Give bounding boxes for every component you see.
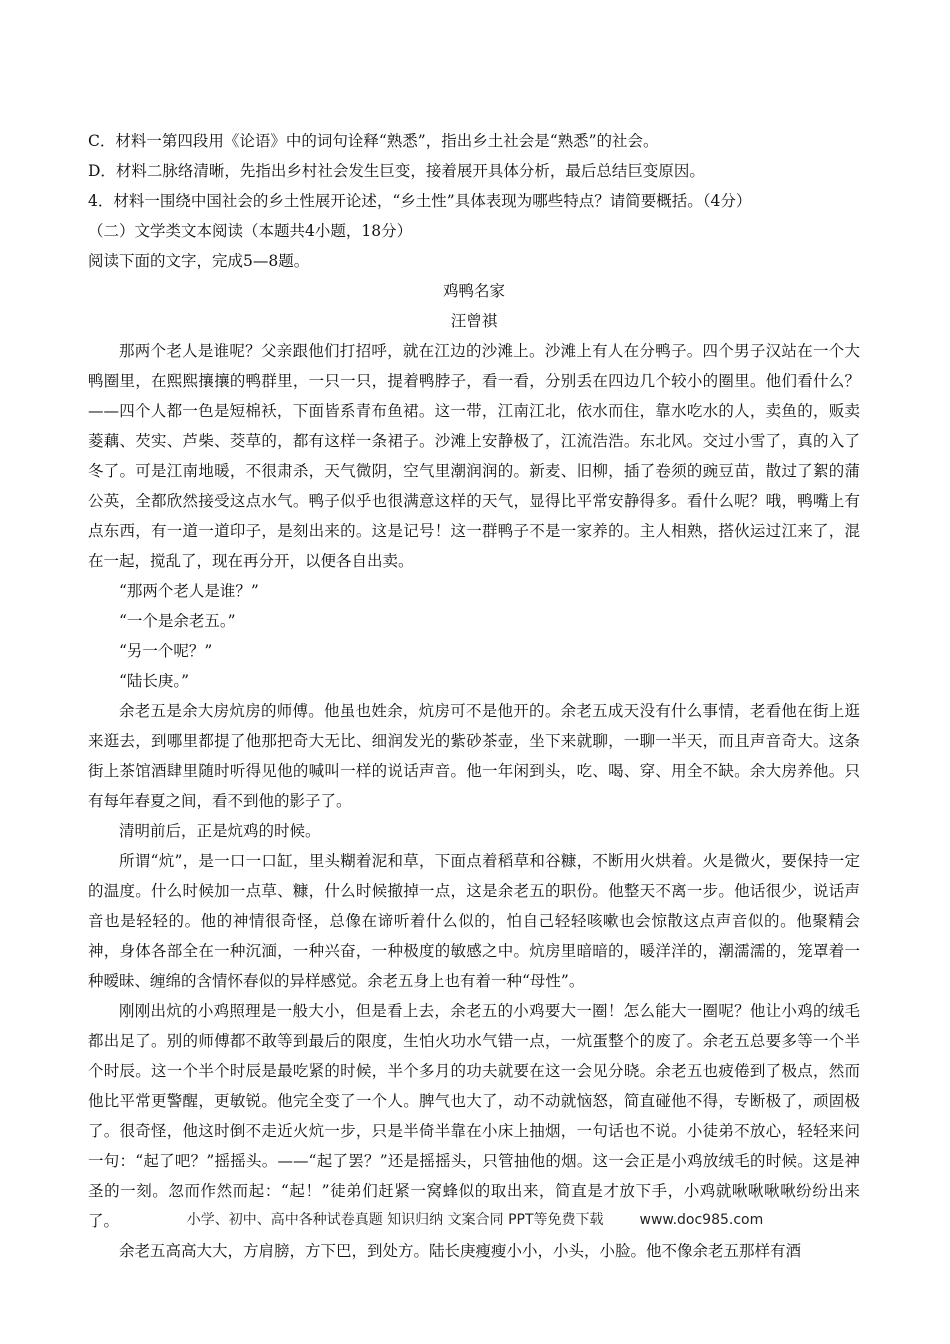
page-footer [0, 1209, 950, 1229]
paragraph-3: 清明前后，正是炕鸡的时候。 [119, 822, 321, 840]
article-author: 汪曾祺 [450, 312, 498, 330]
paragraph-1: 那两个老人是谁呢？父亲跟他们打招呼，就在江边的沙滩上。沙滩上有人在分鸭子。四个男子汉站在一个大鸭圈里，在熙熙攘攘的鸭群里，一只一只，提着鸭脖子，看一看，分别丢在四边几个较小的圈里。他们看什么？——四个人都一色是短棉袄，下面皆系青布鱼裙。这一带，江南江北，依水而住，靠水吃水的人，卖鱼的，贩卖菱藕、芡实、芦柴、茭草的，都有这样一条裙子。沙滩上安静极了，江流浩浩。东北风。交过小雪了，真的入了冬了。可是江南地暖，不很肃杀，天气微阴，空气里潮润润的。新麦、旧柳，插了卷须的豌豆苗，散过了絮的蒲公英，全都欣然接受这点水气。鸭子似乎也很满意这样的天气，显得比平常安静得多。看什么呢？哦，鸭嘴上有点东西，有一道一道印子，是刻出来的。这是记号！这一群鸭子不是一家养的。主人相熟，搭伙运过江来了，混在一起，搅乱了，现在再分开，以便各自出卖。 [88, 342, 860, 570]
paragraph-2: 余老五是余大房炕房的师傅。他虽也姓余，炕房可不是他开的。余老五成天没有什么事情，老看他在街上逛来逛去，到哪里都提了他那把奇大无比、细润发光的紫砂茶壶，坐下来就聊，一聊一半天，而且声音奇大。这条街上茶馆酒肆里随时听得见他的喊叫一样的说话声音。他一年闲到头，吃、喝、穿、用全不缺。余大房养他。只有每年春夏之间，看不到他的影子了。 [88, 702, 860, 810]
paragraph-5: 刚刚出炕的小鸡照理是一般大小，但是看上去，余老五的小鸡要大一圈！怎么能大一圈呢？他让小鸡的绒毛都出足了。别的师傅都不敢等到最后的限度，生怕火功水气错一点，一炕蛋整个的废了。余老五总要多等一个半个时辰。这一个半个时辰是最吃紧的时候，半个多月的功夫就要在这一会见分晓。余老五也疲倦到了极点，然而他比平常更警醒，更敏锐。他完全变了一个人。脾气也大了，动不动就恼怒，简直碰他不得，专断极了，顽固极了。很奇怪，他这时倒不走近火炕一步，只是半倚半靠在小床上抽烟，一句话也不说。小徒弟不放心，轻轻来问一句：“起了吧？”摇摇头。——“起了罢？”还是摇摇头，只管抽他的烟。这一会正是小鸡放绒毛的时候。这是神圣的一刻。忽而作然而起：“起！”徒弟们赶紧一窝蜂似的取出来，简直是才放下手，小鸡就啾啾啾啾纷纷出来了。 [88, 1002, 860, 1230]
paragraph-4: 所谓“炕”，是一口一口缸，里头糊着泥和草，下面点着稻草和谷糠，不断用火烘着。火是微火，要保持一定的温度。什么时候加一点草、糠，什么时候撤掉一点，这是余老五的职份。他整天不离一步。他话很少，说话声音也是轻轻的。他的神情很奇怪，总像在谛听着什么似的，怕自己轻轻咳嗽也会惊散这点声音似的。他聚精会神，身体各部全在一种沉湎，一种兴奋，一种极度的敏感之中。炕房里暗暗的，暖洋洋的，潮濡濡的，笼罩着一种暧昧、缠绵的含情怀春似的异样感觉。余老五身上也有着一种“母性”。 [88, 852, 860, 990]
article-title: 鸡鸭名家 [442, 282, 505, 300]
option-d: D．材料二脉络清晰，先指出乡村社会发生巨变，接着展开具体分析，最后总结巨变原因。 [88, 162, 705, 180]
dialogue-1: “那两个老人是谁？” [119, 582, 259, 600]
footer-ad-text: 小学、初中、高中各种试卷真题 知识归纳 文案合同 PPT等免费下载 [186, 1212, 604, 1228]
dialogue-4: “陆长庚。” [119, 672, 190, 690]
paragraph-6: 余老五高高大大，方肩膀，方下巴，到处方。陆长庚瘦瘦小小，小头，小脸。他不像余老五那样有酒 [119, 1242, 802, 1260]
dialogue-3: “另一个呢？” [119, 642, 213, 660]
section-heading: （二）文学类文本阅读（本题共4小题，18分） [88, 222, 413, 240]
dialogue-2: “一个是余老五。” [119, 612, 236, 630]
option-c: C．材料一第四段用《论语》中的词句诠释“熟悉”，指出乡土社会是“熟悉”的社会。 [88, 132, 659, 150]
page-content [88, 126, 860, 1266]
question-4: 4．材料一围绕中国社会的乡土性展开论述，“乡土性”具体表现为哪些特点？请简要概括。（4分） [88, 192, 752, 210]
footer-url-link[interactable]: www.doc985.com [639, 1212, 764, 1228]
section-instruction: 阅读下面的文字，完成5—8题。 [88, 252, 310, 270]
